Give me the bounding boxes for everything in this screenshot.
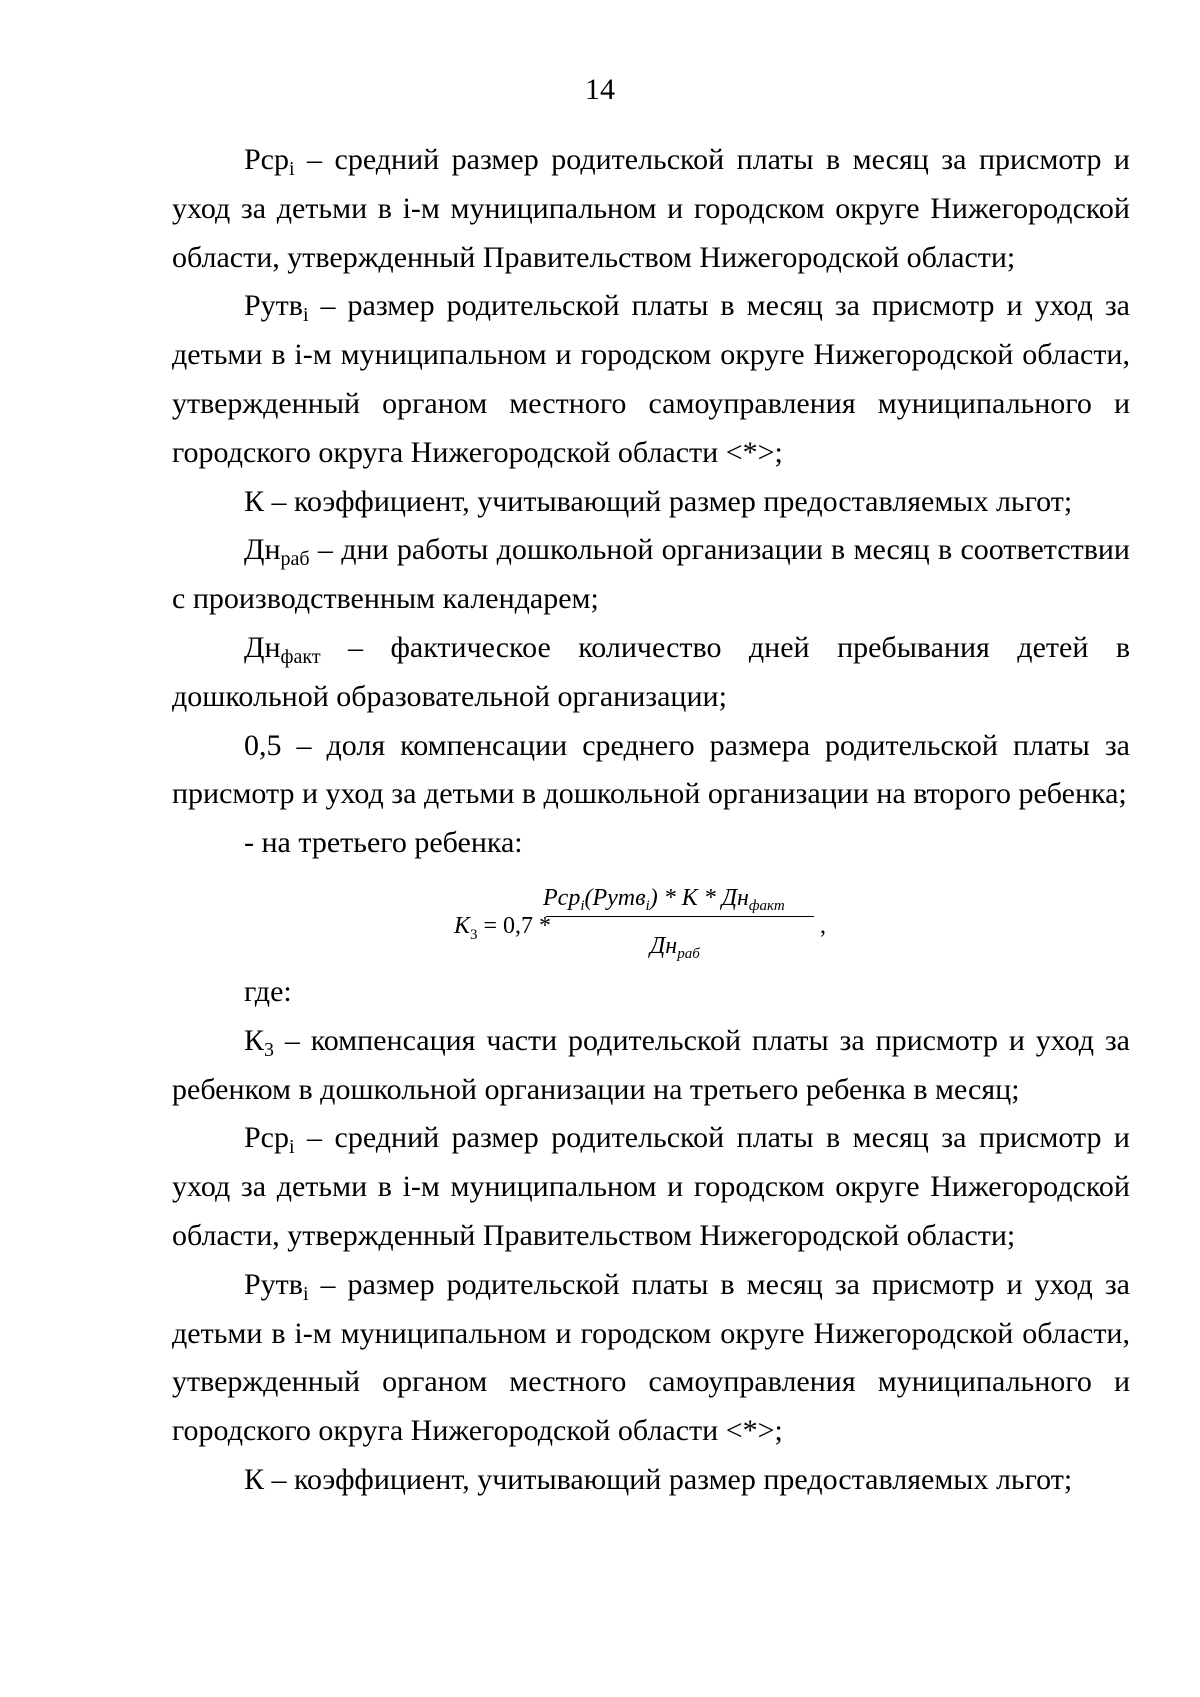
paragraph-k-definition [172,478,1130,527]
term-subscript: i [302,1282,309,1305]
paragraph-third-child-heading [172,819,1130,868]
formula-num-pcp-sub: i [580,897,585,914]
paragraph-dn-rab-definition [172,526,1130,624]
paragraph-k3-definition [172,1017,1130,1115]
term-subscript: i [289,158,295,180]
paragraph-text: – компенсация части родительской платы за присмотр и уход за ребенком в дошкольной организации на третьего ребенка в месяц; [172,1023,1130,1106]
paragraph-text: - на третьего ребенка: [244,826,523,860]
term-symbol: Рутв [244,289,303,323]
formula-num-pcp: Рср [543,884,581,911]
term-subscript: факт [280,645,321,668]
formula-numerator [543,874,785,926]
paragraph-text: 0,5 – доля компенсации среднего размера родительской платы за присмотр и уход за детьми в дошкольной организации на второго ребенка; [172,728,1130,811]
formula-trailing-comma: , [820,912,826,939]
paragraph-pcp-definition [172,136,1130,282]
formula-num-rest: ) * K * Дн [649,884,749,911]
paragraph-putv-definition [172,282,1130,477]
paragraph-where [172,968,1130,1017]
formula-lhs-subscript: 3 [470,926,478,943]
term-subscript: i [289,1136,295,1159]
paragraph-text: – дни работы дошкольной организации в месяц в соответствии с производственным календарем; [172,533,1130,616]
paragraph-text: – размер родительской платы в месяц за присмотр и уход за детьми в i-м муниципальном и городском округе Нижегородской области, утвержденный органом местного самоуправления муниципального и городского округа Нижегородской области <*>; [172,289,1130,469]
formula-den-rab-sub: раб [677,945,700,962]
term-subscript: раб [280,548,310,571]
term-symbol: Дн [244,533,281,567]
term-symbol: Рутв [244,1267,303,1301]
term-subscript: 3 [264,1038,275,1061]
formula-num-putv: (Рутв [584,884,646,911]
formula-num-fakt-sub: факт [748,897,785,914]
paragraph-pcp-definition-repeat [172,1114,1130,1260]
paragraph-text: – средний размер родительской платы в месяц за присмотр и уход за детьми в i-м муниципальном и городском округе Нижегородской области, утвержденный Правительством Нижегородской области; [172,1121,1130,1252]
paragraph-text: где: [244,974,292,1008]
paragraph-k-definition-repeat [172,1456,1130,1505]
formula-lhs [454,902,551,954]
paragraph-text: – фактическое количество дней пребывания детей в дошкольной образовательной организации; [172,630,1130,713]
formula-denominator [650,922,700,974]
page-number: 14 [585,73,615,106]
formula-fraction-bar [546,916,814,917]
formula-k3 [172,868,1130,968]
paragraph-text: – размер родительской платы в месяц за присмотр и уход за детьми в i-м муниципальном и городском округе Нижегородской области, утвержденный органом местного самоуправления муниципального и городского округа Нижегородской области <*>; [172,1267,1130,1448]
paragraph-text: К – коэффициент, учитывающий размер предоставляемых льгот; [244,1462,1073,1496]
formula-equals: = 0,7 * [477,912,552,939]
formula-den-dn: Дн [650,932,678,959]
paragraph-text: К – коэффициент, учитывающий размер предоставляемых льгот; [244,484,1073,518]
term-symbol: Рср [244,1121,289,1155]
paragraph-dn-fakt-definition [172,624,1130,722]
term-symbol: Рср [244,143,289,176]
paragraph-text: – средний размер родительской платы в месяц за присмотр и уход за детьми в i-м муниципальном и городском округе Нижегородской области, утвержденный Правительством Нижегородской области; [172,143,1130,274]
term-symbol: Дн [244,630,281,664]
formula-num-putv-sub: i [645,897,650,914]
term-subscript: i [302,304,309,327]
formula-lhs-symbol: K [454,912,471,939]
term-symbol: К [244,1023,265,1057]
paragraph-share-second-child [172,722,1130,820]
document-body [172,136,1130,1505]
paragraph-putv-definition-repeat [172,1261,1130,1456]
